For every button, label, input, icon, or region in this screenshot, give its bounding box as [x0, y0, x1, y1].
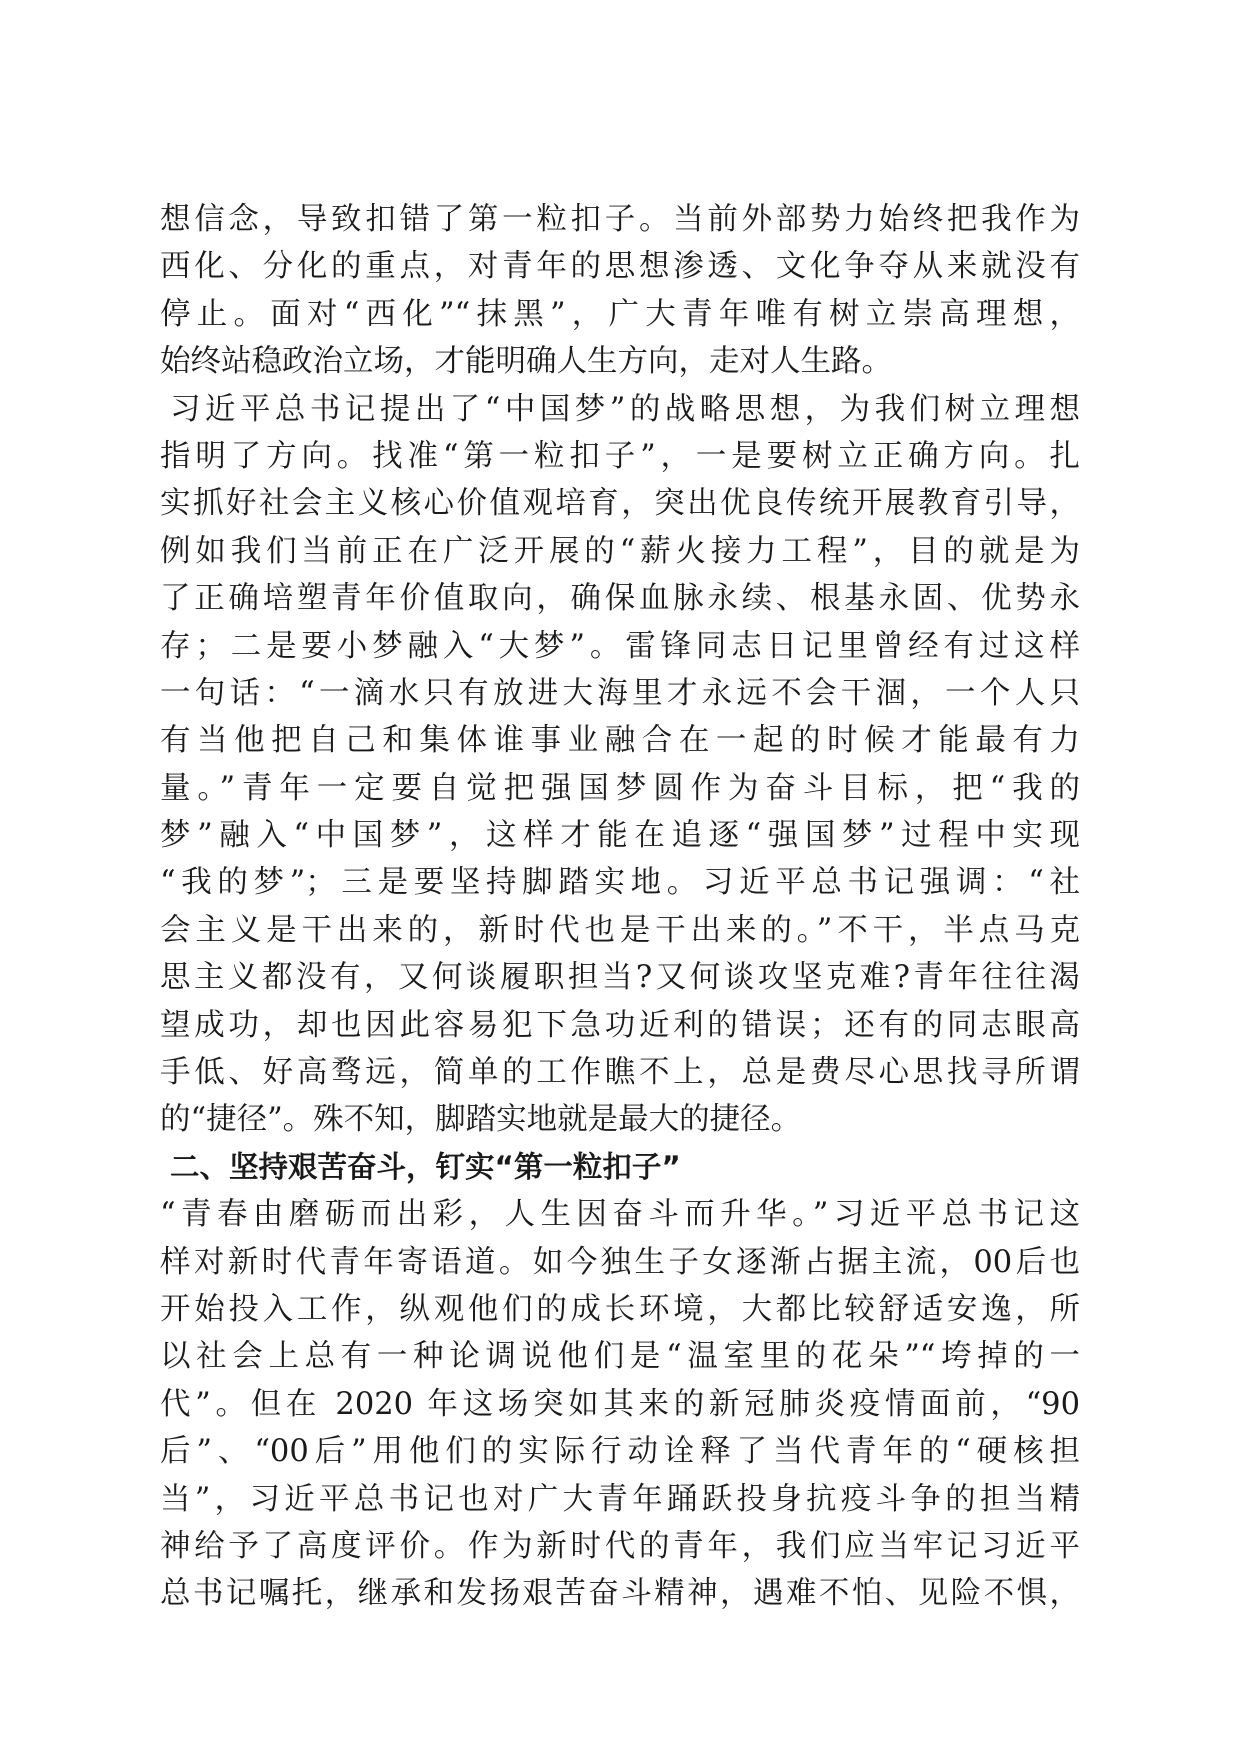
text-line: 总书记嘱托，继承和发扬艰苦奋斗精神，遇难不怕、见险不惧， [160, 1576, 1080, 1612]
text-line: 量。”青年一定要自觉把强国梦圆作为奋斗目标，把“我的 [160, 770, 1080, 806]
text-line: 望成功，却也因此容易犯下急功近利的错误；还有的同志眼高 [160, 1007, 1080, 1043]
text-line: 会主义是干出来的，新时代也是干出来的。”不干，半点马克 [160, 912, 1080, 948]
document-body [160, 196, 1080, 1618]
text-line: 想信念，导致扣错了第一粒扣子。当前外部势力始终把我作为 [160, 202, 1080, 237]
text-line: 指明了方向。找准“第一粒扣子”，一是要树立正确方向。扎 [160, 438, 1080, 474]
text-line: 一句话：“一滴水只有放进大海里才永远不会干涸，一个人只 [160, 675, 1080, 711]
text-line: 开始投入工作，纵观他们的成长环境，大都比较舒适安逸，所 [160, 1291, 1080, 1327]
text-line: 的“捷径”。殊不知，脚踏实地就是最大的捷径。 [160, 1102, 802, 1138]
text-line: 代”。但在 2020 年这场突如其来的新冠肺炎疫情面前，“90 [160, 1386, 1080, 1422]
text-line: 梦”融入“中国梦”，这样才能在追逐“强国梦”过程中实现 [160, 818, 1080, 854]
text-line: 存；二是要小梦融入“大梦”。雷锋同志日记里曾经有过这样 [160, 628, 1080, 664]
text-line: 实抓好社会主义核心价值观培育，突出优良传统开展教育引导， [160, 486, 1080, 522]
text-line: 神给予了高度评价。作为新时代的青年，我们应当牢记习近平 [160, 1528, 1080, 1564]
text-line: 有当他把自己和集体谁事业融合在一起的时候才能最有力 [160, 723, 1080, 759]
text-line: 始终站稳政治立场，才能明确人生方向，走对人生路。 [160, 344, 892, 380]
text-line: 了正确培塑青年价值取向，确保血脉永续、根基永固、优势永 [160, 581, 1080, 617]
text-line: 习近平总书记提出了“中国梦”的战略思想，为我们树立理想 [170, 391, 1080, 427]
text-line: 样对新时代青年寄语道。如今独生子女逐渐占据主流，00后也 [160, 1244, 1080, 1280]
text-line: 停止。面对“西化”“抹黑”，广大青年唯有树立崇高理想， [160, 296, 1080, 332]
text-line: 当”，习近平总书记也对广大青年踊跃投身抗疫斗争的担当精 [160, 1481, 1080, 1517]
paragraph-1 [160, 196, 1080, 386]
text-line: 例如我们当前正在广泛开展的“薪火接力工程”，目的就是为 [160, 533, 1080, 569]
section-heading: 二、坚持艰苦奋斗，钉实“第一粒扣子” [170, 1149, 681, 1184]
text-line: 后”、“00后”用他们的实际行动诠释了当代青年的“硬核担 [160, 1434, 1080, 1470]
text-line: 思主义都没有，又何谈履职担当?又何谈攻坚克难?青年往往渴 [160, 960, 1080, 996]
text-line: 手低、好高骛远，简单的工作瞧不上，总是费尽心思找寻所谓 [160, 1055, 1080, 1091]
paragraph-2 [160, 386, 1080, 1144]
text-line: 西化、分化的重点，对青年的思想渗透、文化争夺从来就没有 [160, 249, 1080, 285]
paragraph-3 [160, 1191, 1080, 1618]
text-line: 以社会上总有一种论调说他们是“温室里的花朵”“垮掉的一 [160, 1339, 1080, 1375]
text-line: “青春由磨砺而出彩，人生因奋斗而升华。”习近平总书记这 [160, 1197, 1080, 1233]
text-line: “我的梦”；三是要坚持脚踏实地。习近平总书记强调：“社 [160, 865, 1080, 901]
